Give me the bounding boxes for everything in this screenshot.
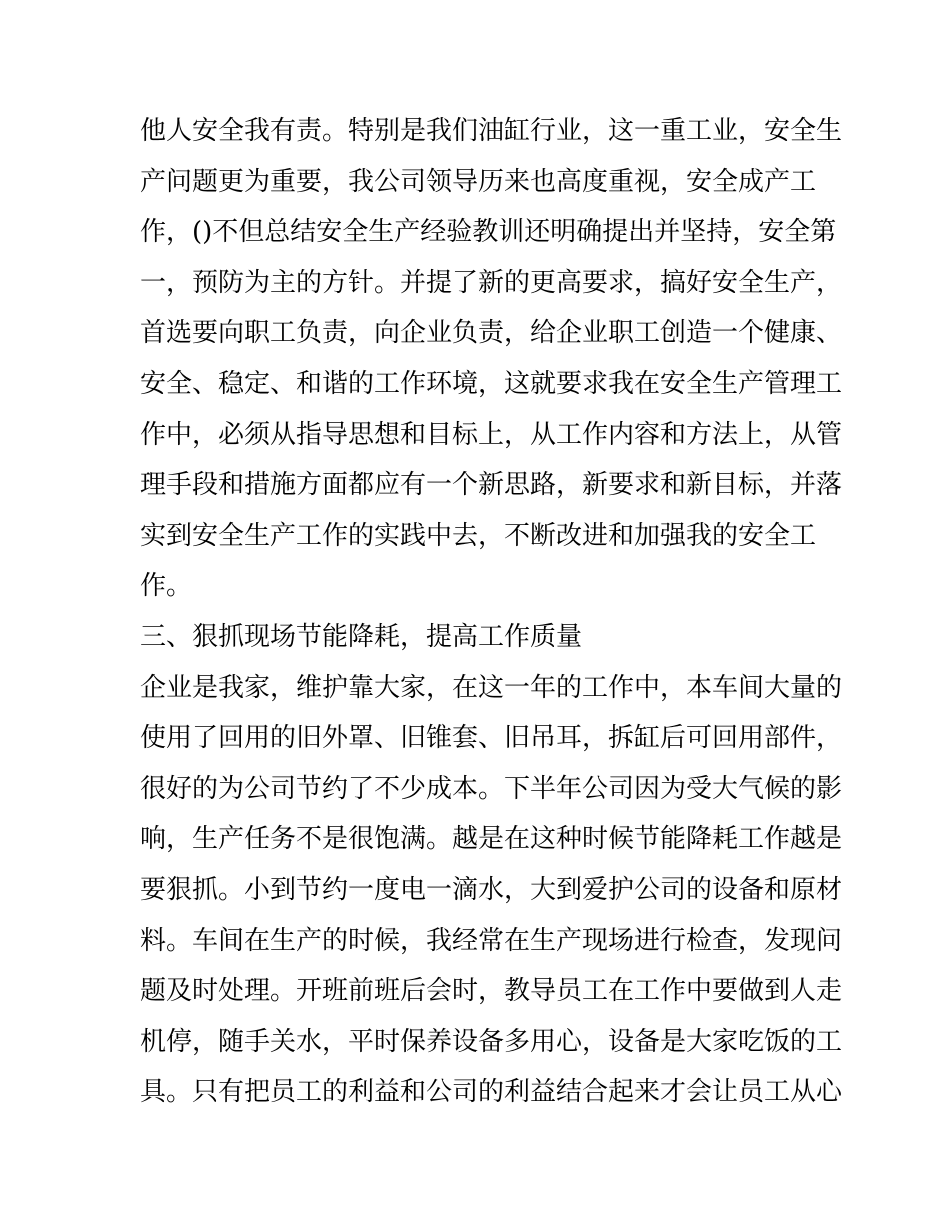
text-line: 作中，必须从指导思想和目标上，从工作内容和方法上，从管 bbox=[140, 419, 843, 450]
text-line: 要狠抓。小到节约一度电一滴水，大到爱护公司的设备和原材 bbox=[140, 874, 843, 905]
text-line: 很好的为公司节约了不少成本。下半年公司因为受大气候的影 bbox=[140, 773, 843, 804]
text-line: 他人安全我有责。特别是我们油缸行业，这一重工业，安全生 bbox=[140, 116, 843, 146]
text-line: 一，预防为主的方针。并提了新的更高要求，搞好安全生产， bbox=[140, 267, 843, 298]
text-line: 题及时处理。开班前班后会时，教导员工在工作中要做到人走 bbox=[140, 976, 843, 1007]
text-line: 实到安全生产工作的实践中去，不断改进和加强我的安全工 bbox=[140, 520, 817, 551]
text-line: 首选要向职工负责，向企业负责，给企业职工创造一个健康、 bbox=[140, 318, 843, 349]
text-line: 使用了回用的旧外罩、旧锥套、旧吊耳，拆缸后可回用部件， bbox=[140, 723, 843, 754]
body-text bbox=[140, 106, 843, 1118]
text-line: 安全、稳定、和谐的工作环境，这就要求我在安全生产管理工 bbox=[140, 368, 843, 399]
text-line: 响，生产任务不是很饱满。越是在这种时候节能降耗工作越是 bbox=[140, 824, 843, 855]
text-line: 料。车间在生产的时候，我经常在生产现场进行检查，发现问 bbox=[140, 925, 843, 956]
text-line: 理手段和措施方面都应有一个新思路，新要求和新目标，并落 bbox=[140, 470, 843, 501]
section-heading: 三、狠抓现场节能降耗，提高工作质量 bbox=[140, 621, 583, 652]
text-line: 作。 bbox=[140, 571, 193, 602]
text-line: 产问题更为重要，我公司领导历来也高度重视，安全成产工 bbox=[140, 166, 817, 197]
text-line: 机停，随手关水，平时保养设备多用心，设备是大家吃饭的工 bbox=[140, 1026, 843, 1057]
text-line: 作，()不但总结安全生产经验教训还明确提出并坚持，安全第 bbox=[140, 217, 837, 248]
text-line: 企业是我家，维护靠大家，在这一年的工作中，本车间大量的 bbox=[140, 672, 843, 703]
text-line: 具。只有把员工的利益和公司的利益结合起来才会让员工从心 bbox=[140, 1077, 843, 1108]
